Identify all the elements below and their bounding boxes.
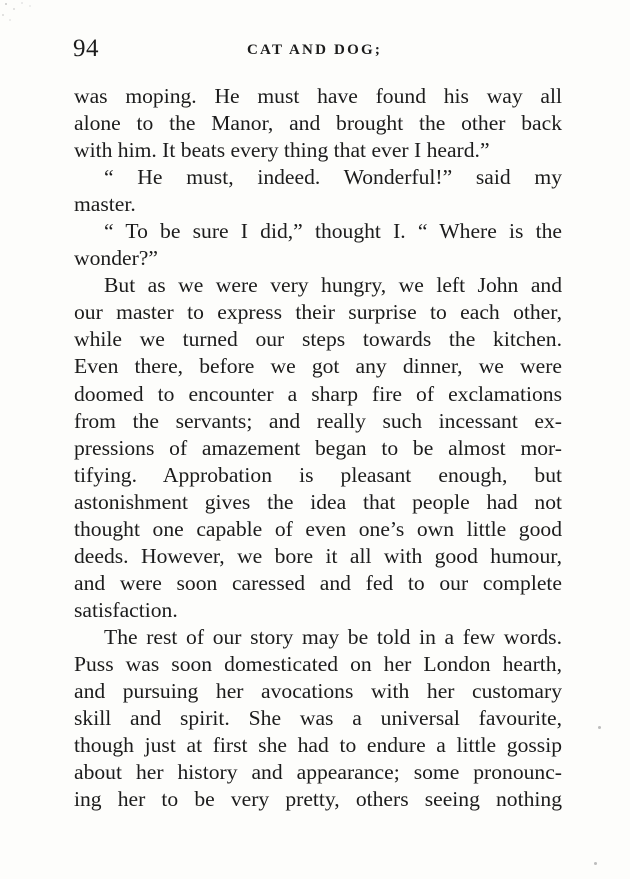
- text-line: from the servants; and really such incessant ex-: [74, 408, 562, 433]
- text-line: tifying. Approbation is pleasant enough, but: [74, 462, 562, 487]
- text-line: and pursuing her avocations with her customary: [74, 679, 562, 704]
- page-speckle-decoration: [0, 0, 40, 30]
- text-line: satisfaction.: [74, 597, 178, 622]
- text-line: was moping. He must have found his way all: [74, 84, 562, 108]
- text-line: But as we were very hungry, we left John and: [104, 273, 562, 298]
- text-line: our master to express their surprise to each other,: [74, 300, 562, 325]
- paper-speck: [594, 862, 597, 865]
- page-number: 94: [73, 35, 99, 62]
- text-line: and were soon caressed and fed to our complete: [74, 570, 562, 595]
- text-line: skill and spirit. She was a universal favourite,: [74, 706, 562, 731]
- text-line: though just at first she had to endure a little gossip: [74, 733, 562, 758]
- text-line: Even there, before we got any dinner, we were: [74, 354, 562, 379]
- text-line: astonishment gives the idea that people had not: [74, 489, 562, 514]
- text-line: about her history and appearance; some pronounc-: [74, 760, 562, 785]
- text-line: alone to the Manor, and brought the other back: [74, 111, 562, 136]
- text-line: with him. It beats every thing that ever I heard.”: [74, 138, 490, 163]
- text-line: while we turned our steps towards the kitchen.: [74, 327, 562, 352]
- running-title: CAT AND DOG;: [247, 42, 383, 58]
- text-line: The rest of our story may be told in a few words.: [104, 624, 562, 649]
- text-line: “ To be sure I did,” thought I. “ Where is the: [104, 219, 562, 244]
- body-text: [74, 83, 562, 813]
- text-line: pressions of amazement began to be almost mor-: [74, 435, 562, 460]
- text-line: deeds. However, we bore it all with good humour,: [74, 543, 562, 568]
- text-line: thought one capable of even one’s own little good: [74, 516, 562, 541]
- text-line: master.: [74, 192, 136, 217]
- text-line: wonder?”: [74, 246, 158, 271]
- text-line: doomed to encounter a sharp fire of exclamations: [74, 381, 562, 406]
- text-line: Puss was soon domesticated on her London hearth,: [74, 651, 562, 676]
- paper-speck: [598, 726, 601, 729]
- text-line: ing her to be very pretty, others seeing nothing: [74, 787, 562, 812]
- text-line: “ He must, indeed. Wonderful!” said my: [104, 165, 562, 190]
